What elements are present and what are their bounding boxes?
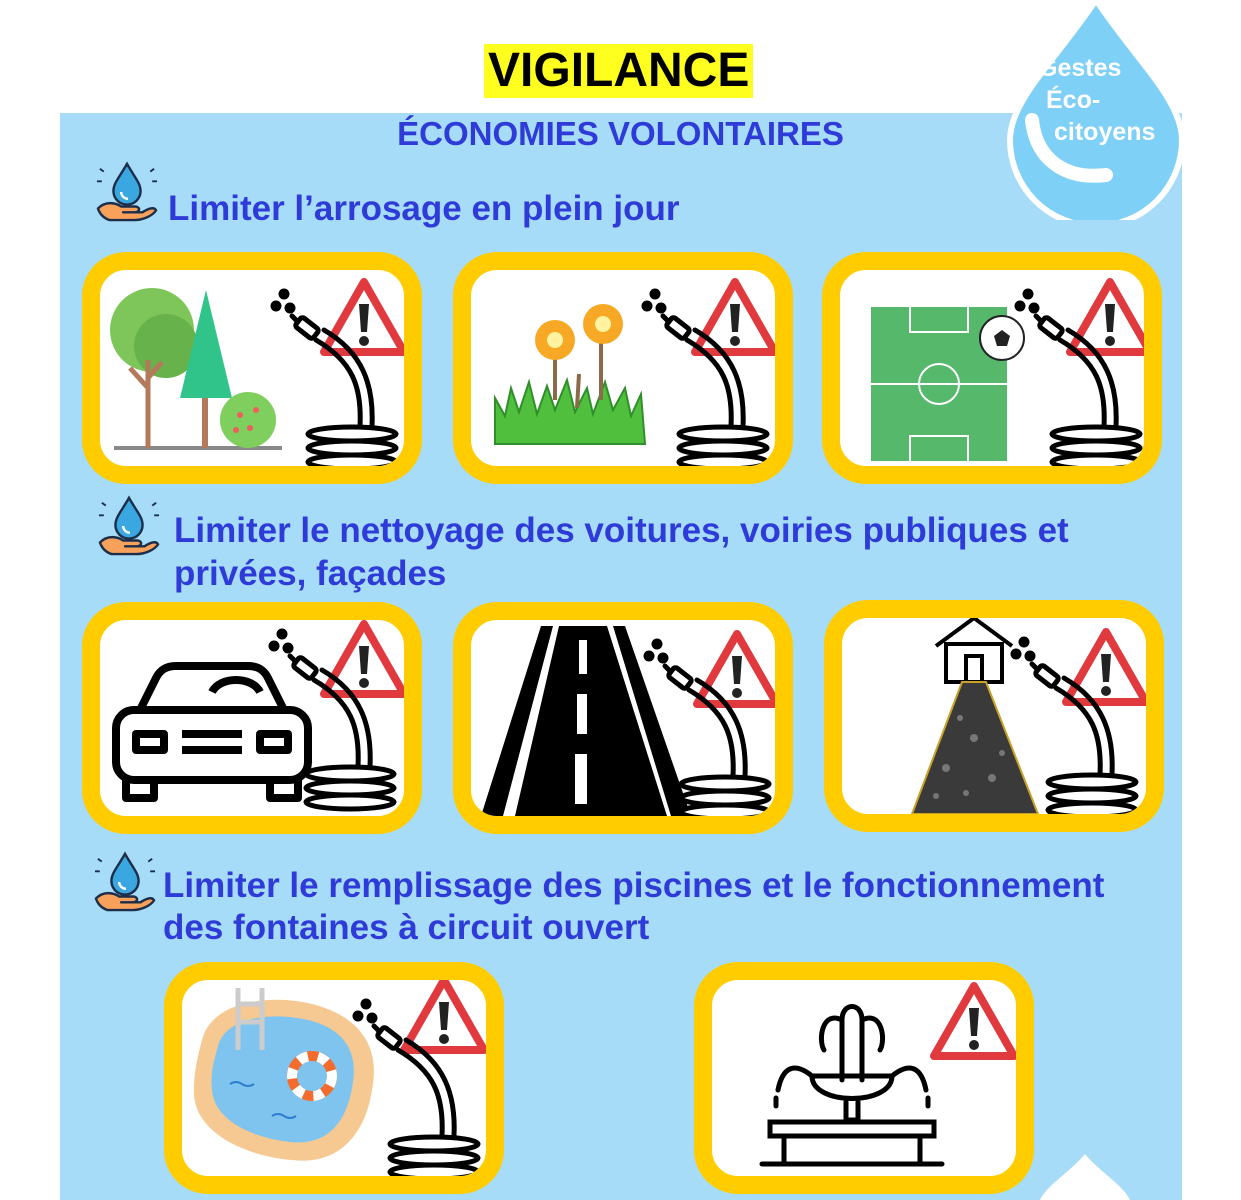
- water-drop-corner-icon: [1040, 1150, 1130, 1200]
- trees-card: [82, 252, 422, 484]
- hand-water-drop-icon: [96, 160, 158, 222]
- car-icon: [100, 620, 404, 816]
- hand-water-drop-icon: [94, 850, 156, 912]
- swimming-pool-icon: [182, 980, 486, 1176]
- fountain-card: [694, 962, 1034, 1194]
- trees-icon: [100, 270, 404, 466]
- section-2-title-line-2: privées, façades: [174, 554, 447, 593]
- section-1-title: Limiter l’arrosage en plein jour: [168, 189, 680, 228]
- badge-line-3: citoyens: [1054, 118, 1156, 146]
- pool-card: [164, 962, 504, 1194]
- badge-line-1: Gestes: [1038, 54, 1122, 82]
- water-drop-badge: [996, 0, 1188, 220]
- house-driveway-icon: [842, 618, 1146, 814]
- football-card: [822, 252, 1162, 484]
- page-title: VIGILANCE: [484, 44, 753, 98]
- fountain-icon: [712, 980, 1016, 1176]
- section-3-title-line-2: des fontaines à circuit ouvert: [163, 908, 650, 947]
- house-card: [824, 600, 1164, 832]
- flowers-icon: [471, 270, 775, 466]
- road-icon: [471, 620, 775, 816]
- car-card: [82, 602, 422, 834]
- page-subtitle: ÉCONOMIES VOLONTAIRES: [397, 115, 844, 152]
- road-card: [453, 602, 793, 834]
- section-2-title-line-1: Limiter le nettoyage des voitures, voiries publiques et: [174, 511, 1069, 550]
- flowers-card: [453, 252, 793, 484]
- football-field-icon: [840, 270, 1144, 466]
- section-3-title-line-1: Limiter le remplissage des piscines et le fonctionnement: [163, 866, 1105, 905]
- badge-line-2: Éco-: [1046, 86, 1101, 114]
- hand-water-drop-icon: [98, 494, 160, 556]
